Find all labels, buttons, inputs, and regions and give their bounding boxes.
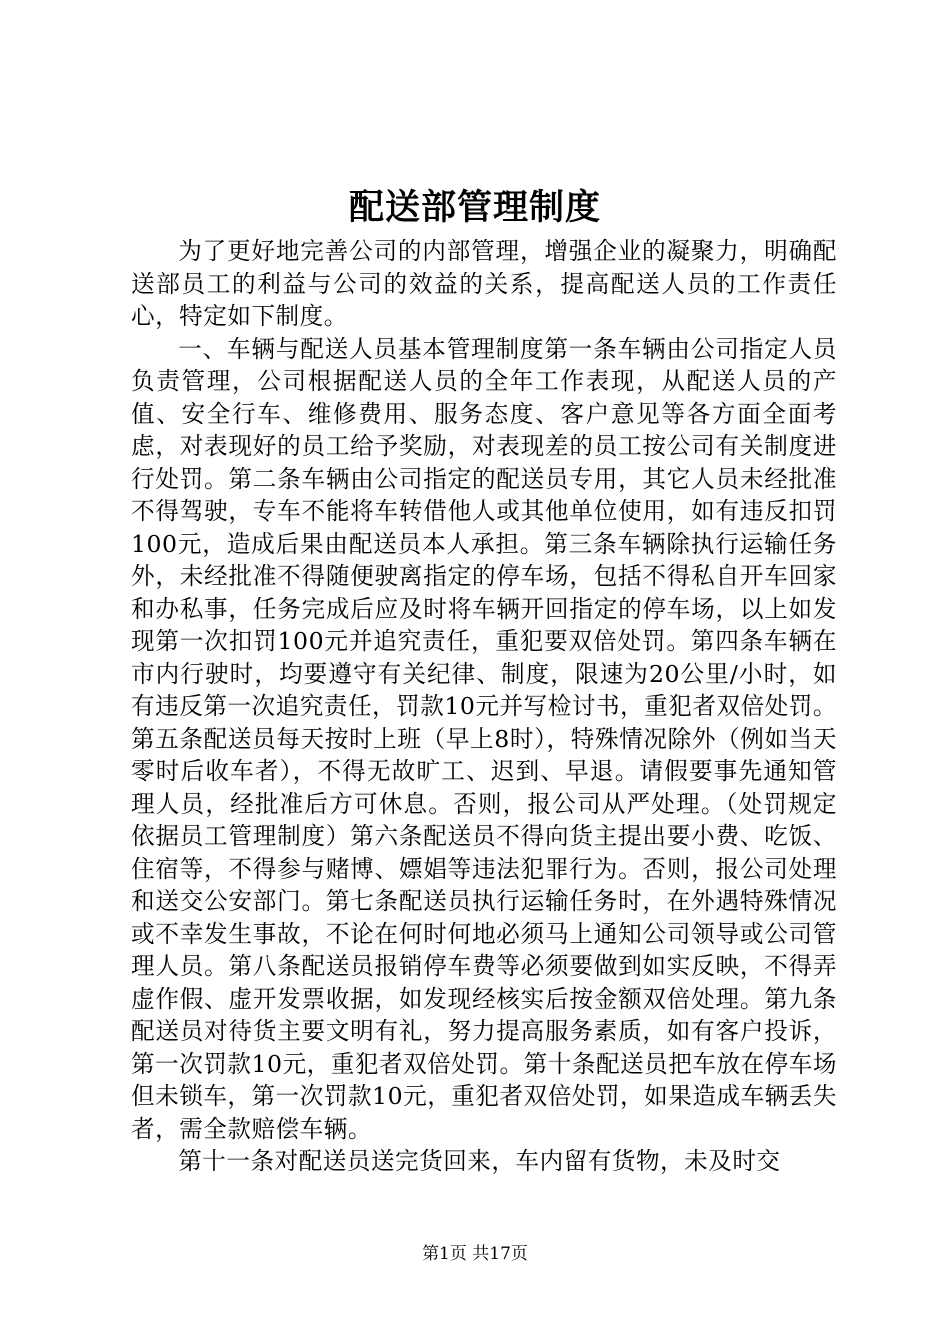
paragraph-intro: 为了更好地完善公司的内部管理，增强企业的凝聚力，明确配送部员工的利益与公司的效益的关系，提高配送人员的工作责任心，特定如下制度。 [131, 237, 837, 330]
paragraph-article-11: 第十一条对配送员送完货回来，车内留有货物，未及时交 [178, 1147, 781, 1175]
page-footer: 第1页 共17页 [422, 1244, 528, 1264]
paragraph-vehicle-rules: 一、车辆与配送人员基本管理制度第一条车辆由公司指定人员负责管理，公司根据配送人员的全年工作表现，从配送人员的产值、安全行车、维修费用、服务态度、客户意见等各方面全面考虑，对表现好的员工给予奖励，对表现差的员工按公司有关制度进行处罚。第二条车辆由公司指定的配送员专用，其它人员未经批准不得驾驶，专车不能将车转借他人或其他单位使用，如有违反扣罚100元，造成后果由配送员本人承担。第三条车辆除执行运输任务外，未经批准不得随便驶离指定的停车场，包括不得私自开车回家和办私事，任务完成后应及时将车辆开回指定的停车场，以上如发现第一次扣罚100元并追究责任，重犯要双倍处罚。第四条车辆在市内行驶时，均要遵守有关纪律、制度，限速为20公里/小时，如有违反第一次追究责任，罚款10元并写检讨书，重犯者双倍处罚。第五条配送员每天按时上班（早上8时），特殊情况除外（例如当天零时后收车者），不得无故旷工、迟到、早退。请假要事先通知管理人员，经批准后方可休息。否则，报公司从严处理。（处罚规定依据员工管理制度）第六条配送员不得向货主提出要小费、吃饭、住宿等，不得参与赌博、嫖娼等违法犯罪行为。否则，报公司处理和送交公安部门。第七条配送员执行运输任务时，在外遇特殊情况或不幸发生事故，不论在何时何地必须马上通知公司领导或公司管理人员。第八条配送员报销停车费等必须要做到如实反映，不得弄虚作假、虚开发票收据，如发现经核实后按金额双倍处理。第九条配送员对待货主要文明有礼，努力提高服务素质，如有客户投诉，第一次罚款10元，重犯者双倍处罚。第十条配送员把车放在停车场但未锁车，第一次罚款10元，重犯者双倍处罚，如果造成车辆丢失者，需全款赔偿车辆。 [131, 334, 837, 1143]
document-body [131, 235, 837, 1178]
document-title: 配送部管理制度 [348, 187, 601, 228]
